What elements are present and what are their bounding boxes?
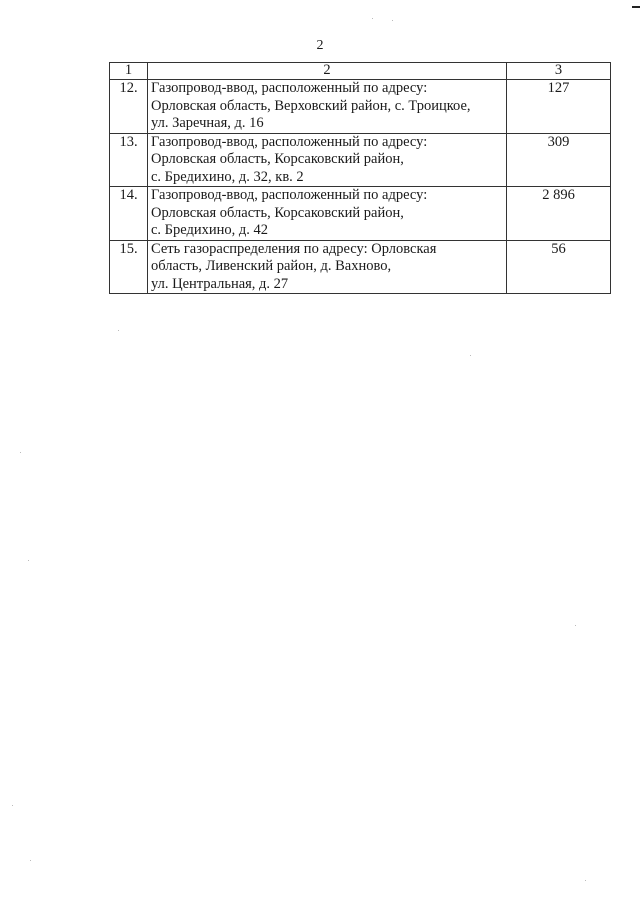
row-value: 309 (507, 133, 611, 187)
table-row (110, 133, 611, 187)
row-description (148, 240, 507, 294)
scan-speck (20, 452, 21, 453)
scan-speck (118, 330, 119, 331)
scan-speck (30, 860, 31, 861)
table-row (110, 240, 611, 294)
data-table (109, 62, 611, 294)
description-line: Газопровод-ввод, расположенный по адресу: (151, 187, 428, 203)
table-row (110, 187, 611, 241)
row-value: 56 (507, 240, 611, 294)
scan-speck (372, 18, 373, 19)
scan-speck (28, 560, 29, 561)
description-line: Газопровод-ввод, расположенный по адресу: (151, 80, 428, 96)
table-row (110, 80, 611, 134)
table-header-row (110, 63, 611, 80)
row-description (148, 133, 507, 187)
row-description (148, 187, 507, 241)
description-line: Газопровод-ввод, расположенный по адресу: (151, 133, 428, 150)
description-line: Сеть газораспределения по адресу: Орловская (151, 240, 437, 257)
page-number: 2 (316, 38, 324, 53)
scan-speck (470, 355, 471, 356)
row-value: 2 896 (507, 187, 611, 241)
scan-speck (575, 625, 576, 626)
scan-speck (585, 880, 586, 881)
scan-speck (392, 20, 393, 21)
scan-edge-mark (632, 6, 640, 8)
description-line: область, Ливенский район, д. Вахново, (151, 258, 392, 274)
row-number: 12. (110, 80, 148, 134)
description-line: с. Бредихино, д. 42 (151, 222, 269, 238)
header-cell-1: 1 (110, 63, 148, 80)
description-line: ул. Центральная, д. 27 (151, 275, 289, 292)
row-number: 14. (110, 187, 148, 241)
description-line: Орловская область, Корсаковский район, (151, 151, 404, 167)
row-number: 13. (110, 133, 148, 187)
description-line: Орловская область, Корсаковский район, (151, 204, 404, 221)
header-cell-2: 2 (148, 63, 507, 80)
scan-speck (12, 805, 13, 806)
description-line: с. Бредихино, д. 32, кв. 2 (151, 168, 304, 185)
row-number: 15. (110, 240, 148, 294)
header-cell-3: 3 (507, 63, 611, 80)
row-description (148, 80, 507, 134)
row-value: 127 (507, 80, 611, 134)
description-line: Орловская область, Верховский район, с. Троицкое, (151, 97, 471, 114)
description-line: ул. Заречная, д. 16 (151, 115, 264, 131)
